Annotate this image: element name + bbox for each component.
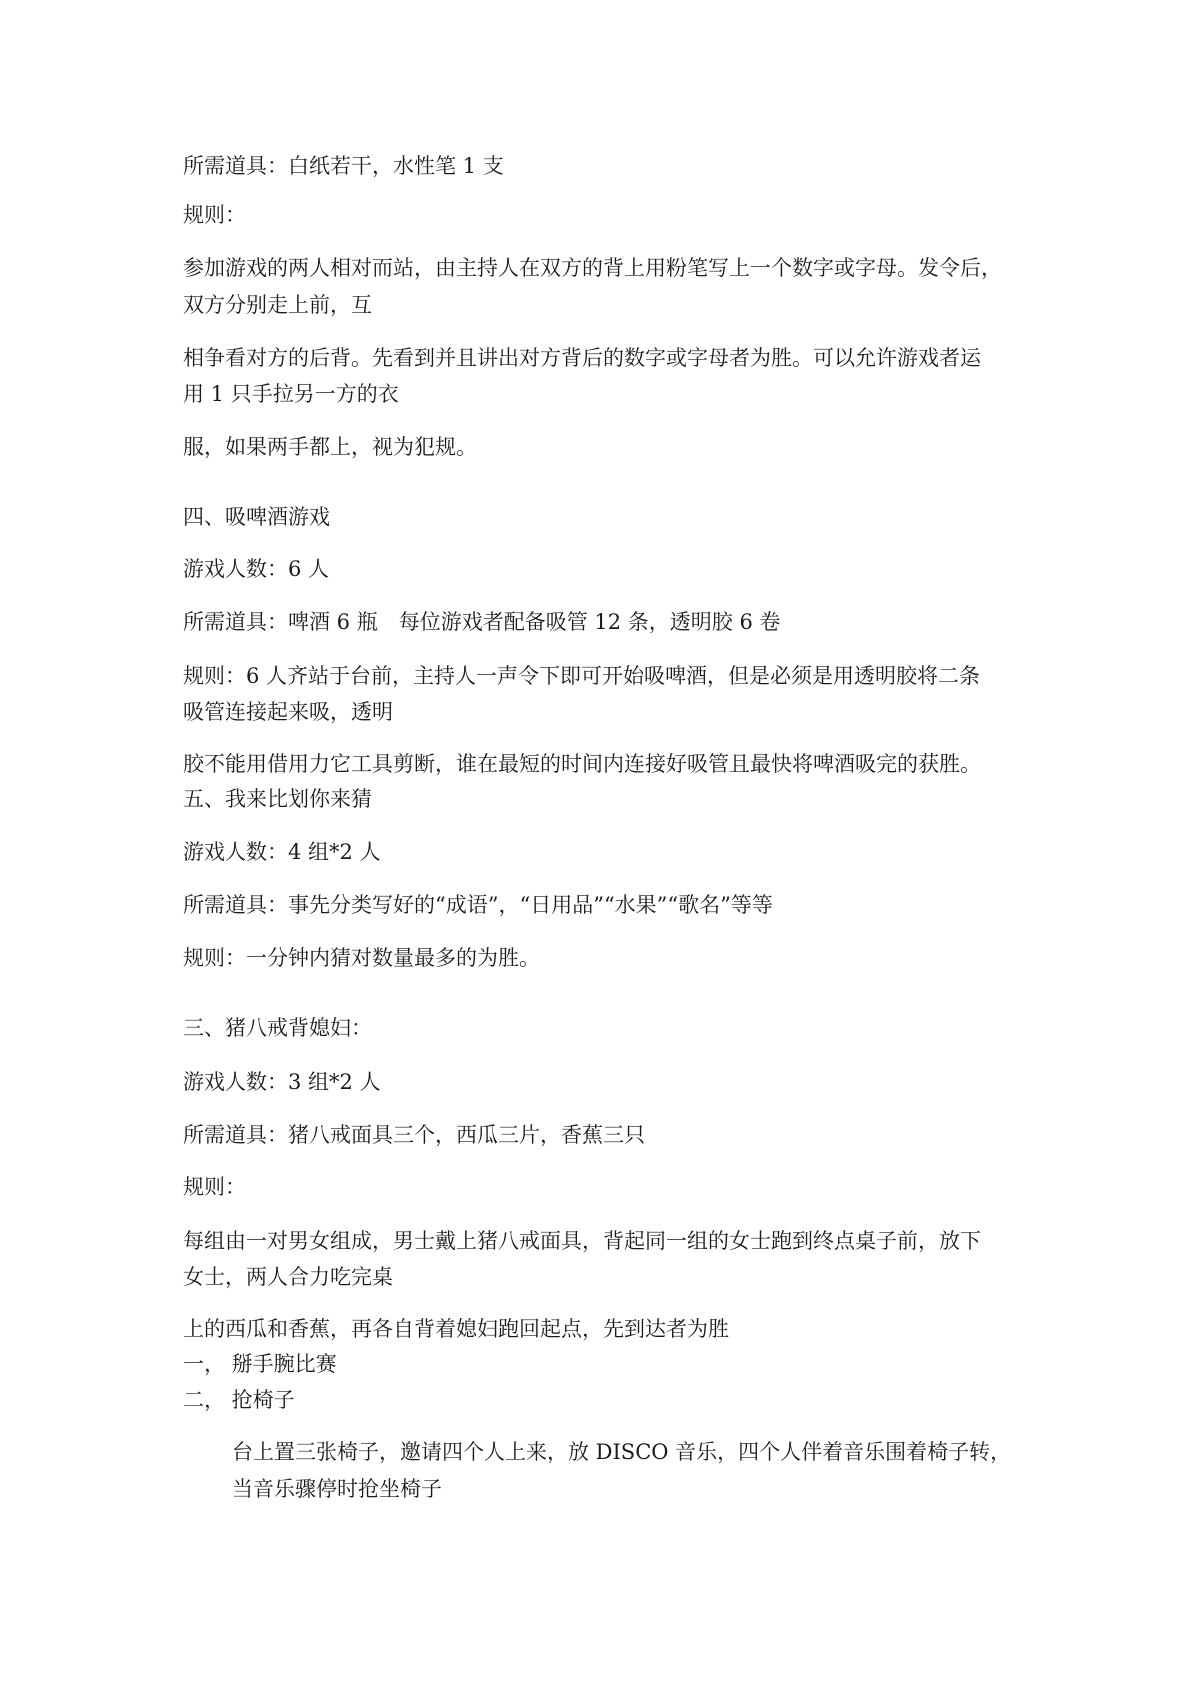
text-line: 台上置三张椅子，邀请四个人上来，放 DISCO 音乐，四个人伴着音乐围着椅子转， [232, 1440, 1012, 1464]
text-line: 游戏人数：6 人 [183, 557, 330, 581]
text-line: 女士，两人合力吃完桌 [183, 1265, 393, 1289]
text-line: 双方分别走上前，互 [183, 293, 372, 317]
text-line: 参加游戏的两人相对而站，由主持人在双方的背上用粉笔写上一个数字或字母。发令后， [183, 256, 1002, 280]
section-heading: 三、猪八戒背媳妇： [183, 1016, 372, 1040]
list-item: 二， 抢椅子 [183, 1388, 295, 1412]
text-line: 游戏人数：4 组*2 人 [183, 840, 381, 864]
section-heading: 四、吸啤酒游戏 [183, 505, 330, 529]
text-line: 游戏人数：3 组*2 人 [183, 1070, 381, 1094]
text-line: 上的西瓜和香蕉，再各自背着媳妇跑回起点，先到达者为胜 [183, 1317, 729, 1341]
text-line: 用 1 只手拉另一方的衣 [183, 382, 399, 406]
text-line: 当音乐骤停时抢坐椅子 [232, 1477, 442, 1501]
text-line: 相争看对方的后背。先看到并且讲出对方背后的数字或字母者为胜。可以允许游戏者运 [183, 346, 981, 370]
text-line: 每组由一对男女组成，男士戴上猪八戒面具，背起同一组的女士跑到终点桌子前，放下 [183, 1229, 981, 1253]
text-line: 规则： [183, 203, 246, 227]
text-line: 所需道具：啤酒 6 瓶 每位游戏者配备吸管 12 条，透明胶 6 卷 [183, 610, 781, 634]
section-heading: 五、我来比划你来猜 [183, 787, 372, 811]
text-line: 所需道具：白纸若干，水性笔 1 支 [183, 154, 504, 178]
text-line: 规则：6 人齐站于台前，主持人一声令下即可开始吸啤酒，但是必须是用透明胶将二条 [183, 664, 981, 688]
text-line: 胶不能用借用力它工具剪断，谁在最短的时间内连接好吸管且最快将啤酒吸完的获胜。 [183, 752, 981, 776]
text-line: 所需道具：猪八戒面具三个，西瓜三片，香蕉三只 [183, 1123, 645, 1147]
text-line: 所需道具：事先分类写好的“成语”，“日用品”“水果”“歌名”等等 [183, 893, 773, 917]
text-line: 规则： [183, 1175, 246, 1199]
text-line: 规则：一分钟内猜对数量最多的为胜。 [183, 946, 540, 970]
text-line: 服，如果两手都上，视为犯规。 [183, 435, 477, 459]
text-line: 吸管连接起来吸，透明 [183, 700, 393, 724]
list-item: 一， 掰手腕比赛 [183, 1352, 337, 1376]
